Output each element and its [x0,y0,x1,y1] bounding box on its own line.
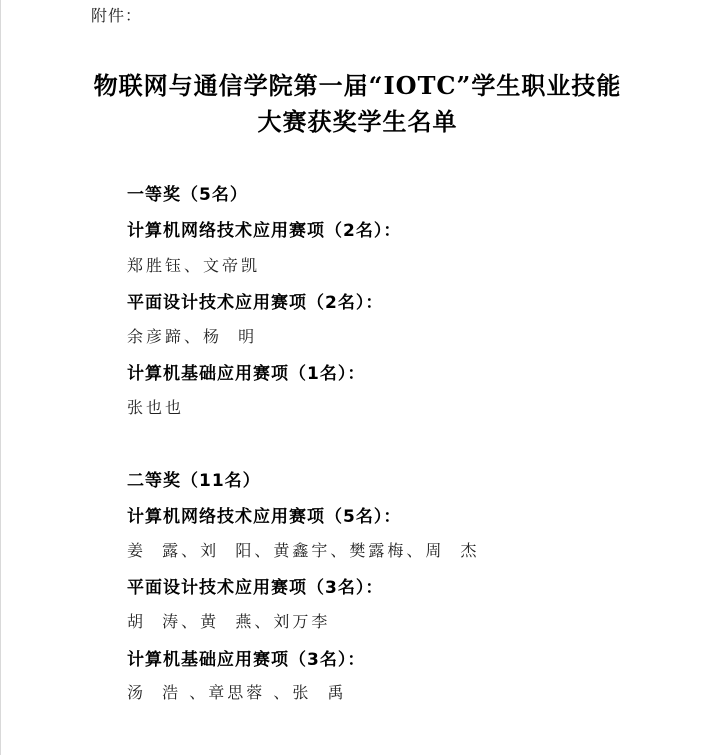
first-prize-computer-basics-names: 张也也 [127,398,185,417]
second-prize-computer-basics-names: 汤 浩 、章思蓉 、张 禹 [127,683,347,702]
first-prize-heading: 一等奖（5名） [127,185,248,205]
second-prize-heading: 二等奖（11名） [127,471,261,491]
second-prize-category-network: 计算机网络技术应用赛项（5名）： [127,507,402,527]
attachment-label: 附件： [91,6,143,25]
second-prize-category-graphic-design: 平面设计技术应用赛项（3名）： [127,578,384,598]
first-prize-network-names: 郑胜钰、文帝凯 [127,256,261,275]
first-prize-category-network: 计算机网络技术应用赛项（2名）： [127,221,402,241]
document-title-line-1: 物联网与通信学院第一届“IOTC”学生职业技能 [93,71,622,100]
document-title-line-2: 大赛获奖学生名单 [257,107,458,136]
second-prize-graphic-design-names: 胡 涛、黄 燕、刘万李 [127,612,331,631]
first-prize-category-computer-basics: 计算机基础应用赛项（1名）： [127,364,366,384]
second-prize-category-computer-basics: 计算机基础应用赛项（3名）： [127,650,366,670]
first-prize-graphic-design-names: 余彦蹄、杨 明 [127,327,258,346]
second-prize-network-names: 姜 露、刘 阳、黄鑫宇、樊露梅、周 杰 [127,541,480,560]
first-prize-category-graphic-design: 平面设计技术应用赛项（2名）： [127,293,384,313]
